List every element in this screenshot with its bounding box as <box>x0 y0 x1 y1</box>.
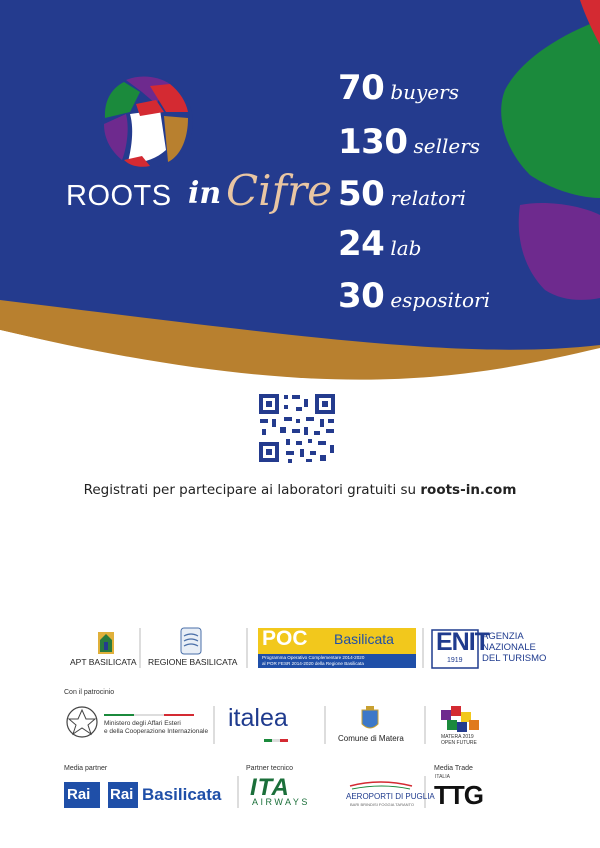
media-trade-heading: Media Trade <box>434 765 473 772</box>
stat-label: relatori <box>390 186 467 210</box>
apt-basilicata-label: APT BASILICATA <box>70 657 137 667</box>
stat-espositori <box>338 276 490 316</box>
regione-emblem <box>181 628 201 654</box>
poc-sub: Basilicata <box>334 631 394 647</box>
brand-cifre: Cifre <box>226 166 333 215</box>
stat-number: 30 <box>338 276 385 316</box>
stat-relatori <box>338 174 466 214</box>
stat-label: espositori <box>390 288 490 312</box>
enit-name-line-1: AGENZIA <box>482 631 524 642</box>
stat-number: 50 <box>338 174 385 214</box>
rai-logo: Rai <box>67 786 91 803</box>
tech-partner-heading: Partner tecnico <box>246 765 294 772</box>
registration-link[interactable]: roots-in.com <box>420 482 517 498</box>
poc-desc-line-1: Programma Operativo Complementare 2014-2020 <box>262 655 365 660</box>
matera-line-1: MATERA 2019 <box>441 734 474 740</box>
stat-number: 70 <box>338 68 385 108</box>
ttg-logo: TTG <box>434 780 483 810</box>
matera-line-2: OPEN FUTURE <box>441 740 477 746</box>
patrocinio-heading: Con il patrocinio <box>64 689 115 696</box>
poc-main: POC <box>262 627 308 650</box>
enit-name <box>482 631 546 664</box>
registration-sentence: Registrati per partecipare ai laboratori gratuiti su <box>83 482 417 498</box>
stat-number: 130 <box>338 122 408 162</box>
rai-basilicata-label: Basilicata <box>142 785 222 804</box>
italea-logo: italea <box>228 704 288 732</box>
comune-matera-label: Comune di Matera <box>338 734 404 743</box>
ministry-flag-red <box>164 714 194 716</box>
poc-desc-line-2: al POR FESR 2014-2020 della Regione Basilicata <box>262 660 364 666</box>
enit-year: 1919 <box>447 657 463 664</box>
roots-mosaic-logo <box>101 76 193 168</box>
stat-sellers <box>338 122 480 162</box>
ministry-line-1: Ministero degli Affari Esteri <box>104 720 181 727</box>
italea-flag-red <box>280 739 288 742</box>
poc-description <box>262 655 364 666</box>
media-partner-heading: Media partner <box>64 765 108 772</box>
ministry-line-2: e della Cooperazione Internazionale <box>104 728 209 735</box>
aeroporti-label: AEROPORTI DI PUGLIA <box>346 792 435 801</box>
aeroporti-sub: BARI BRINDISI FOGGIA TARANTO <box>350 802 415 807</box>
airways-label: AIRWAYS <box>252 797 310 807</box>
ministry-flag-green <box>104 714 134 716</box>
regione-basilicata-label: REGIONE BASILICATA <box>148 657 238 667</box>
stat-lab <box>338 224 421 264</box>
ministry-name <box>104 720 208 736</box>
ttg-italia-label: ITALIA <box>435 774 450 780</box>
stat-buyers <box>338 68 459 108</box>
enit-mark: ENIT <box>436 628 489 656</box>
ita-logo: ITA <box>250 774 290 801</box>
stat-label: buyers <box>390 80 459 104</box>
qr-code <box>255 390 339 466</box>
ministry-flag-white <box>134 714 164 716</box>
italea-flag-white <box>272 739 280 742</box>
apt-emblem <box>98 632 114 654</box>
matera-2019 <box>441 734 477 746</box>
italea-flag-green <box>264 739 272 742</box>
brand-roots: ROOTS <box>66 180 172 212</box>
stat-number: 24 <box>338 224 385 264</box>
stat-label: lab <box>390 236 422 260</box>
registration-text <box>0 482 600 498</box>
enit-name-line-2: NAZIONALE <box>482 642 536 653</box>
stat-label: sellers <box>413 134 481 158</box>
brand-in: in <box>188 176 222 211</box>
enit-name-line-3: DEL TURISMO <box>482 653 547 664</box>
rai-basilicata-mark: Rai <box>110 786 134 803</box>
